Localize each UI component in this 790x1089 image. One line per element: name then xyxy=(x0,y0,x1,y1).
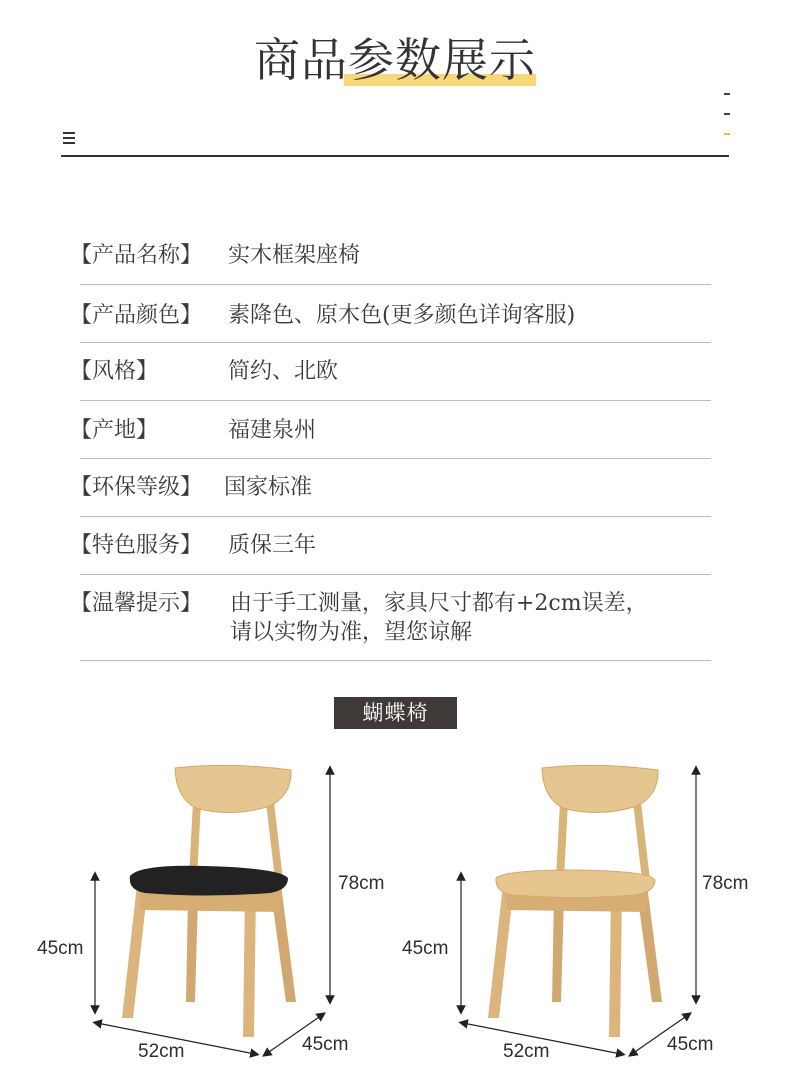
param-row-name xyxy=(70,230,711,285)
param-label: 【环保等级】 xyxy=(70,475,203,500)
param-value: 质保三年 xyxy=(228,533,317,558)
chair-right xyxy=(488,765,662,1037)
header-divider xyxy=(61,155,729,157)
page-title-text: 商品参数展示 xyxy=(254,33,536,87)
param-value-line2: 请以实物为准，望您谅解 xyxy=(230,620,473,645)
param-value: 福建泉州 xyxy=(228,418,317,443)
section-title: 蝴蝶椅 xyxy=(334,697,457,729)
param-label: 【产品颜色】 xyxy=(70,303,203,328)
right-height-label: 78cm xyxy=(702,873,749,894)
page-title xyxy=(254,30,536,90)
right-seat-height-label: 45cm xyxy=(402,938,449,959)
left-depth-label: 45cm xyxy=(302,1034,349,1055)
param-row-tip xyxy=(70,575,711,661)
param-value: 国家标准 xyxy=(224,475,313,500)
param-value: 实木框架座椅 xyxy=(228,243,361,268)
param-row-origin xyxy=(70,401,711,459)
chair-left xyxy=(122,765,296,1037)
param-row-service xyxy=(70,517,711,575)
menu-icon xyxy=(63,132,75,147)
param-label: 【风格】 xyxy=(70,359,159,384)
param-row-color xyxy=(70,285,711,343)
chair-left-seat xyxy=(130,866,288,896)
param-label: 【产地】 xyxy=(70,418,159,443)
param-label: 【产品名称】 xyxy=(70,243,203,268)
param-table xyxy=(70,230,711,661)
right-width-label: 52cm xyxy=(503,1041,550,1062)
param-row-eco xyxy=(70,459,711,517)
param-value: 素降色、原木色(更多颜色详询客服) xyxy=(228,303,576,328)
left-height-label: 78cm xyxy=(338,873,385,894)
chair-right-seat xyxy=(496,870,655,898)
decorative-dashes xyxy=(724,93,732,153)
param-label: 【特色服务】 xyxy=(70,533,203,558)
param-value: 简约、北欧 xyxy=(228,359,339,384)
left-width-label: 52cm xyxy=(138,1041,185,1062)
param-value: 由于手工测量，家具尺寸都有+2cm误差， xyxy=(230,591,648,616)
left-seat-height-label: 45cm xyxy=(37,938,84,959)
right-depth-label: 45cm xyxy=(667,1034,714,1055)
param-label: 【温馨提示】 xyxy=(70,591,203,616)
param-row-style xyxy=(70,343,711,401)
